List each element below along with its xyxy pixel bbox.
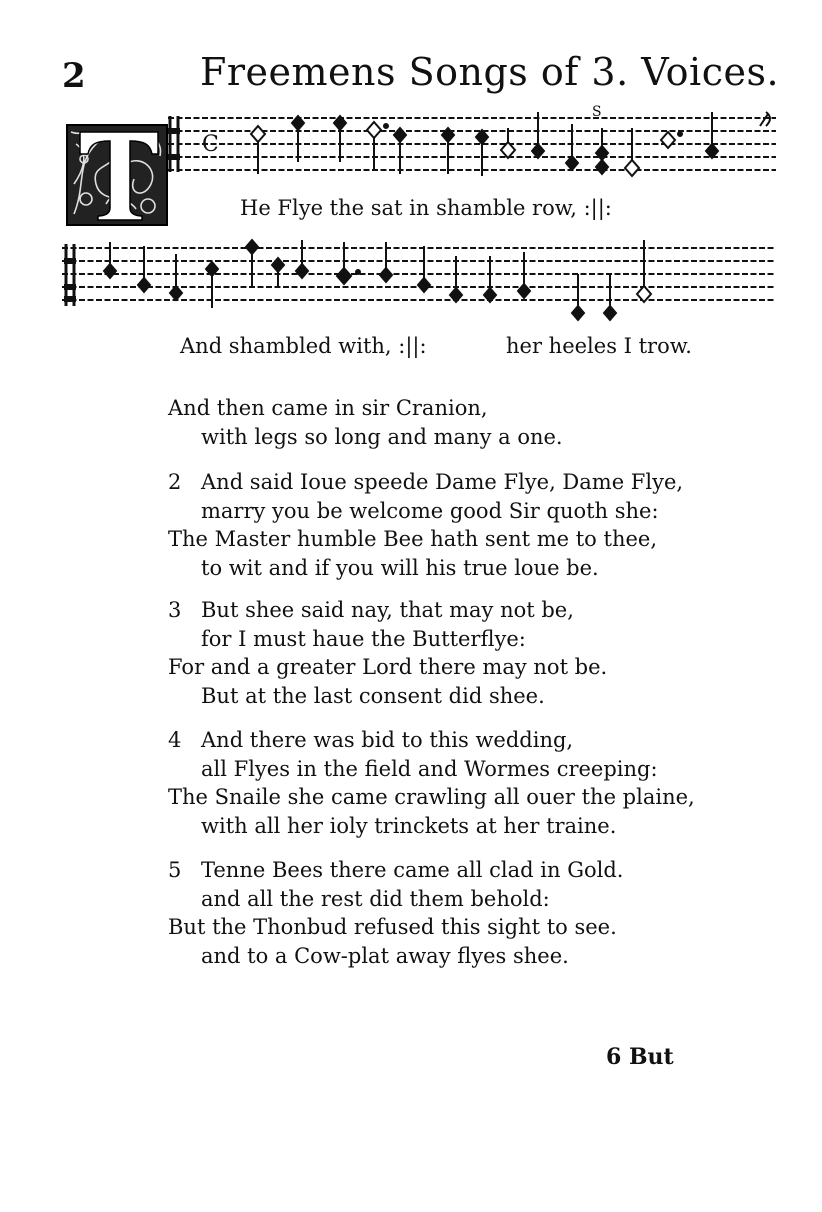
- verse-line: and to a Cow-plat away flyes shee.: [201, 943, 569, 968]
- verse-line: with legs so long and many a one.: [201, 424, 563, 449]
- verse-line: to wit and if you will his true loue be.: [201, 555, 599, 580]
- initial-letter: T: [117, 224, 118, 225]
- verse-line: But at the last consent did shee.: [201, 683, 545, 708]
- verse-5: [168, 856, 623, 970]
- catchword: 6 But: [606, 1044, 674, 1070]
- staff-2-lyric-b: her heeles I trow.: [506, 334, 692, 358]
- decorated-initial: [66, 124, 168, 226]
- verse-line: with all her ioly trinckets at her traine.: [201, 813, 617, 838]
- page-number: 2: [62, 56, 86, 96]
- verse-number: 2: [168, 470, 182, 494]
- verse-line: all Flyes in the field and Wormes creeping:: [201, 756, 658, 781]
- verse-line: But the Thonbud refused this sight to see.: [168, 915, 617, 939]
- verse-2: [168, 468, 683, 582]
- verse-line: For and a greater Lord there may not be.: [168, 655, 608, 679]
- verse-line: marry you be welcome good Sir quoth she:: [201, 498, 659, 523]
- verse-number: 4: [168, 728, 182, 752]
- verse-line: And then came in sir Cranion,: [168, 396, 488, 420]
- verse-number: 3: [168, 598, 182, 622]
- verse-4: [168, 726, 695, 840]
- running-title: Freemens Songs of 3. Voices.: [200, 50, 780, 94]
- verse-line: The Snaile she came crawling all ouer the plaine,: [168, 785, 695, 809]
- svg-text:S: S: [592, 104, 602, 120]
- verse-3: [168, 596, 607, 710]
- verse-line: And there was bid to this wedding,: [201, 728, 574, 752]
- verse-line: for I must haue the Butterflye:: [201, 626, 526, 651]
- verse-line: and all the rest did them behold:: [201, 886, 550, 911]
- staff-2-lyric-a: And shambled with, :||:: [180, 334, 427, 358]
- staff-1-lyric: He Flye the sat in shamble row, :||:: [240, 196, 612, 220]
- verse-number: 5: [168, 858, 182, 882]
- verse-1: [168, 394, 563, 451]
- verse-line: Tenne Bees there came all clad in Gold.: [201, 858, 624, 882]
- verse-line: The Master humble Bee hath sent me to thee,: [168, 527, 657, 551]
- verse-line: But shee said nay, that may not be,: [201, 598, 574, 622]
- music-staff-2: [62, 236, 778, 326]
- svg-text:C: C: [202, 132, 219, 157]
- verse-line: And said Ioue speede Dame Flye, Dame Flye,: [201, 470, 684, 494]
- music-staff-1: [168, 104, 778, 196]
